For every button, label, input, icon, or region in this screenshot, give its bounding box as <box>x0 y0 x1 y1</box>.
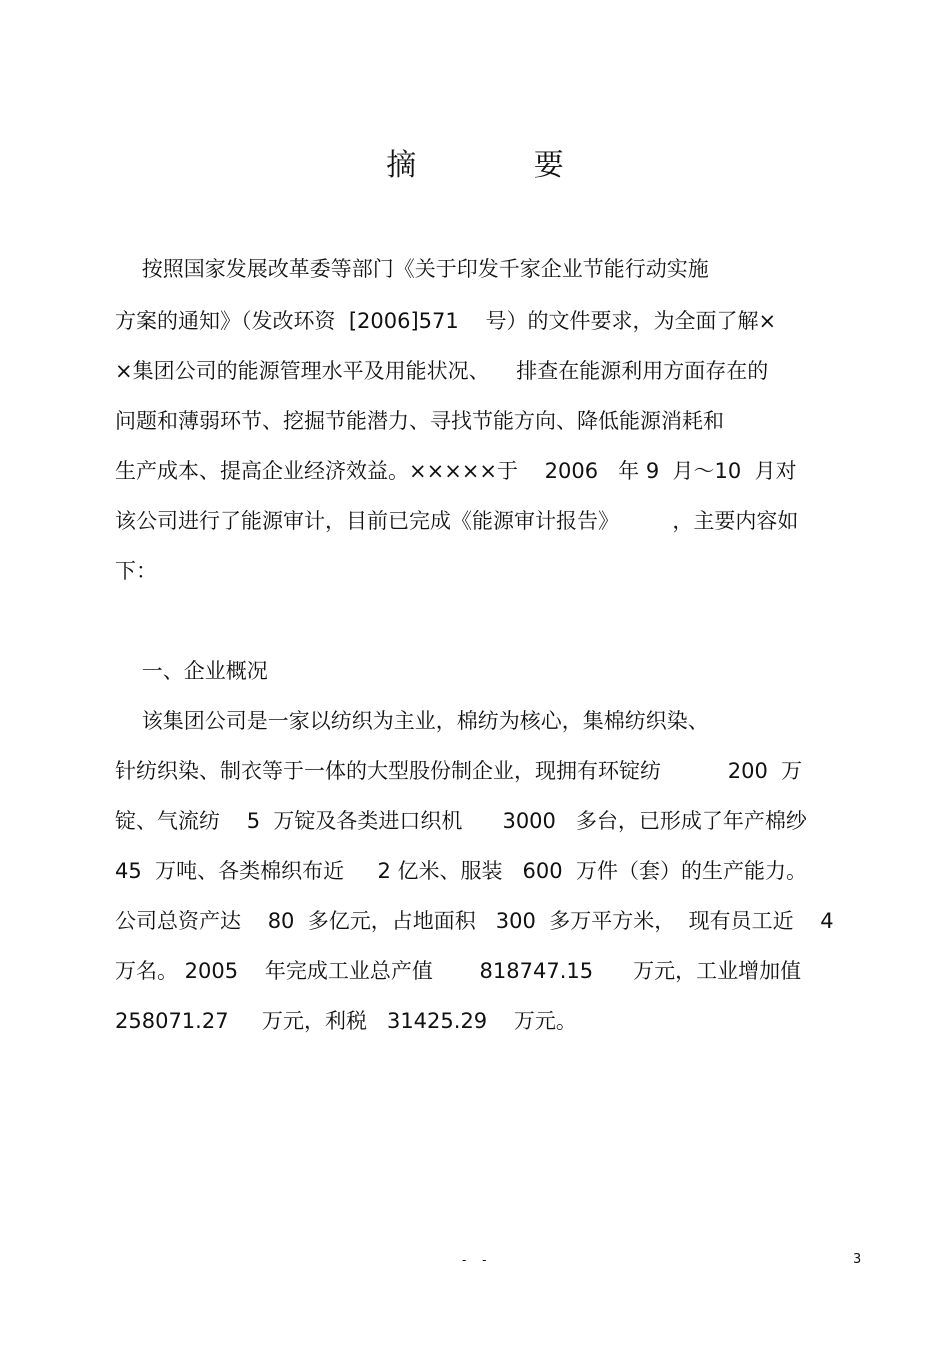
text-line: 45 万吨、各类棉织布近 2 亿米、服装 600 万件（套）的生产能力。 <box>115 859 807 883</box>
text-line: 生产成本、提高企业经济效益。×××××于 2006 年 9 月～10 月对 <box>115 459 797 483</box>
text-line: 问题和薄弱环节、挖掘节能潜力、寻找节能方向、降低能源消耗和 <box>115 409 724 433</box>
text-line: 万名。 2005 年完成工业总产值 818747.15 万元，工业增加值 <box>115 959 802 983</box>
text-line: 下： <box>115 559 157 583</box>
footer-mark: - - <box>462 1253 493 1267</box>
text-line: 锭、气流纺 5 万锭及各类进口织机 3000 多台，已形成了年产棉纱 <box>115 809 807 833</box>
text-line: 方案的通知》（发改环资 [2006]571 号）的文件要求，为全面了解× <box>115 309 777 333</box>
text-line: 针纺织染、制衣等于一体的大型股份制企业，现拥有环锭纺 200 万 <box>115 759 803 783</box>
page-number: 3 <box>853 1252 862 1267</box>
text-line: 该集团公司是一家以纺织为主业，棉纺为核心，集棉纺织染、 <box>115 709 709 733</box>
text-line: 该公司进行了能源审计，目前已完成《能源审计报告》 ，主要内容如 <box>115 509 799 533</box>
section-heading: 一、企业概况 <box>115 659 268 683</box>
text-line: ×集团公司的能源管理水平及用能状况、 排查在能源利用方面存在的 <box>115 359 769 383</box>
text-line: 258071.27 万元，利税 31425.29 万元。 <box>115 1009 577 1033</box>
text-line: 按照国家发展改革委等部门《关于印发千家企业节能行动实施 <box>115 257 709 281</box>
page-title: 摘 要 <box>386 148 618 183</box>
text-line: 公司总资产达 80 多亿元，占地面积 300 多万平方米， 现有员工近 4 <box>115 909 834 933</box>
